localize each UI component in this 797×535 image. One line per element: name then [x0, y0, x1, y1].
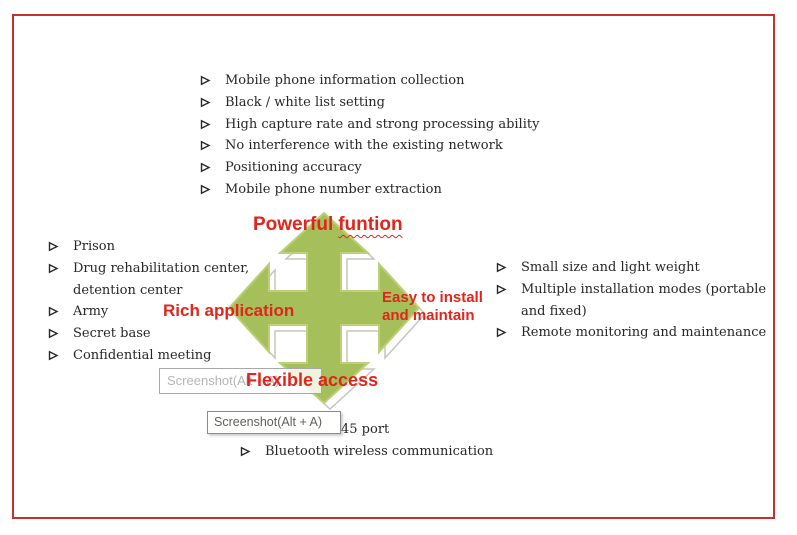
list-item-text: High capture rate and strong processing ability: [225, 116, 540, 132]
list-item-text: No interference with the existing network: [225, 138, 503, 154]
list-item-continuation: [496, 300, 766, 322]
label-easy-to-install: [382, 289, 483, 325]
label-word: Powerful: [253, 214, 334, 235]
arrowhead-bullet-icon: [200, 162, 225, 173]
label-line: Easy to install: [382, 289, 483, 306]
easy-install-list: [496, 257, 766, 344]
arrowhead-bullet-icon: [200, 184, 225, 195]
label-powerful-function: [253, 214, 403, 236]
list-item-text: Multiple installation modes (portable: [521, 282, 767, 298]
arrowhead-bullet-icon: [48, 263, 73, 274]
list-item-text: Drug rehabilitation center,: [73, 261, 250, 277]
powerful-function-list: [200, 70, 539, 200]
arrowhead-bullet-icon: [240, 446, 265, 457]
arrowhead-bullet-icon: [200, 140, 225, 151]
screenshot-tooltip-faded: Screenshot(Alt + A): [159, 368, 322, 394]
label-word-misspelled: funtion: [338, 214, 403, 235]
list-item-text: Remote monitoring and maintenance: [521, 325, 767, 341]
screenshot-tooltip: Screenshot(Alt + A): [207, 411, 341, 434]
list-item-text: 45 port: [341, 422, 390, 438]
list-item: [200, 70, 539, 92]
arrowhead-bullet-icon: [48, 350, 73, 361]
list-item: [200, 157, 539, 179]
list-item: [496, 279, 766, 301]
list-item: [496, 322, 766, 344]
label-flexible-access: Flexible access: [246, 370, 379, 390]
label-rich-application: Rich application: [163, 301, 295, 320]
list-item-text: Bluetooth wireless communication: [265, 444, 494, 460]
list-item: [200, 92, 539, 114]
arrowhead-bullet-icon: [48, 241, 73, 252]
list-item-text: detention center: [73, 282, 183, 298]
list-item: [200, 178, 539, 200]
list-item-text: Secret base: [73, 326, 151, 342]
list-item-text: Positioning accuracy: [225, 160, 362, 176]
list-item-text: Mobile phone information collection: [225, 73, 465, 89]
arrowhead-bullet-icon: [200, 97, 225, 108]
arrowhead-bullet-icon: [496, 327, 521, 338]
list-item-text: Confidential meeting: [73, 347, 212, 363]
list-item-text: Prison: [73, 239, 115, 255]
arrowhead-bullet-icon: [48, 328, 73, 339]
list-item: [240, 441, 493, 463]
list-item-text: Black / white list setting: [225, 95, 385, 111]
list-item: [200, 135, 539, 157]
list-item-text: and fixed): [521, 303, 587, 319]
list-item-text: Small size and light weight: [521, 260, 700, 276]
list-item-text: Mobile phone number extraction: [225, 181, 442, 197]
arrowhead-bullet-icon: [496, 262, 521, 273]
label-line: and maintain: [382, 307, 475, 324]
list-item-text: Army: [73, 304, 109, 320]
list-item: [200, 113, 539, 135]
arrowhead-bullet-icon: [200, 119, 225, 130]
arrowhead-bullet-icon: [496, 284, 521, 295]
arrowhead-bullet-icon: [48, 306, 73, 317]
list-item: [496, 257, 766, 279]
arrowhead-bullet-icon: [200, 75, 225, 86]
